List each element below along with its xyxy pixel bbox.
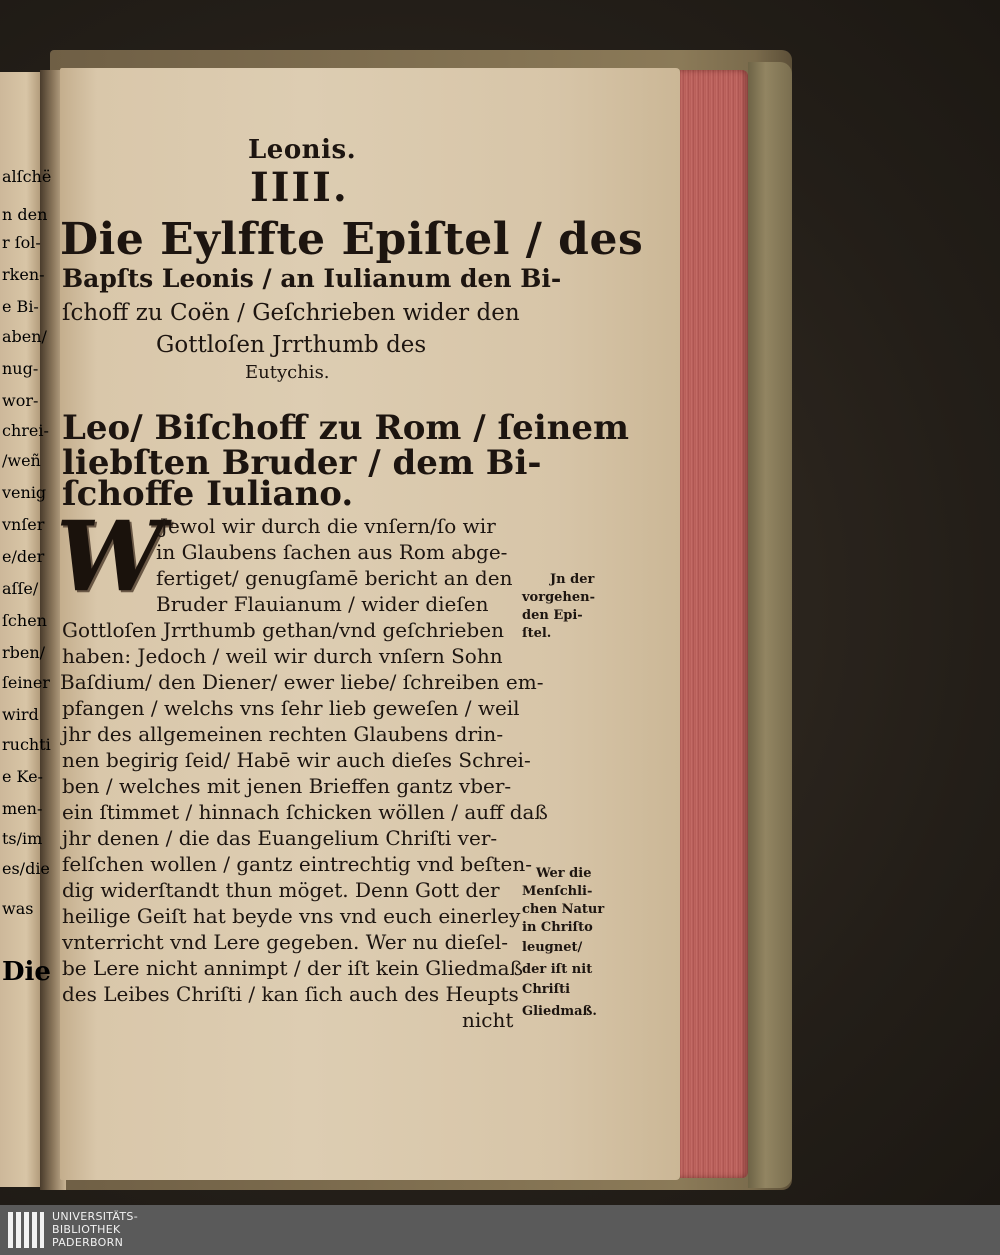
left-page-fragment-line: e Ke- (2, 767, 43, 786)
margin-note-line: Wer die (536, 866, 592, 881)
left-page-fragment-line: aben/ (2, 327, 47, 346)
left-page-fragment-line: wor- (2, 391, 39, 410)
chapter-number: IIII. (250, 164, 349, 211)
body-line: vnterricht vnd Lere gegeben. Wer nu dieſel- (62, 930, 508, 954)
left-page-fragment-line: vnſer (2, 515, 45, 534)
epistle-title-line: Bapſts Leonis / an Iulianum den Bi- (62, 264, 562, 293)
library-logo-text (52, 1210, 138, 1249)
margin-note-line: ſtel. (522, 626, 552, 641)
margin-note-line: Menſchli- (522, 884, 593, 899)
running-head: Leonis. (248, 135, 357, 165)
body-line: fertiget/ genugſamē bericht an den (156, 566, 513, 590)
left-page-fragment-line: n den (2, 205, 48, 224)
epistle-title-line: Die Eylffte Epiſtel / des (60, 214, 644, 265)
body-line: pfangen / welchs vns ſehr lieb geweſen / weil (62, 696, 520, 720)
left-page-fragment-line: venig (2, 483, 47, 502)
left-page-fragment-line: ruchti (2, 735, 51, 754)
epistle-title-line: Eutychis. (245, 362, 330, 383)
salutation-line: liebſten Bruder / dem Bi- (62, 443, 542, 483)
body-line: be Lere nicht annimpt / der iſt kein Gliedmaß (62, 956, 523, 980)
body-line: Gottloſen Jrrthumb gethan/vnd geſchrieben (62, 618, 504, 642)
red-page-edges (680, 70, 748, 1178)
left-page-fragment-line: rben/ (2, 643, 46, 662)
epistle-title-line: ſchoff zu Coën / Geſchrieben wider den (62, 300, 520, 326)
body-line: des Leibes Chriſti / kan ſich auch des Heupts (62, 982, 519, 1006)
left-page-fragment-line: e/der (2, 547, 45, 566)
body-line: dig widerſtandt thun möget. Denn Gott der (62, 878, 500, 902)
library-logo-icon (6, 1209, 46, 1251)
left-page-fragment-line: was (2, 899, 34, 918)
body-line: Baſdium/ den Diener/ ewer liebe/ ſchreiben em- (60, 670, 544, 694)
left-page-fragment-line: /weñ (2, 451, 41, 470)
epistle-title-line: Gottloſen Jrrthumb des (156, 332, 427, 358)
body-line: jhr des allgemeinen rechten Glaubens drin- (62, 722, 504, 746)
left-page-fragment-line: aſſe/ (2, 579, 39, 598)
left-page-fragment-line: rken- (2, 265, 45, 284)
body-line: in Glaubens ſachen aus Rom abge- (156, 540, 508, 564)
logo-line: PADERBORN (52, 1236, 124, 1249)
left-page-fragment-line: alſchë (2, 167, 52, 186)
salutation-line: ſchoffe Iuliano. (62, 474, 354, 514)
library-footer (0, 1205, 1000, 1255)
body-line: Bruder Flauianum / wider dieſen (156, 592, 489, 616)
left-page-fragment-line: men- (2, 799, 43, 818)
margin-note-line: in Chriſto (522, 920, 593, 935)
left-page-fragment-line: ſchen (2, 611, 47, 630)
left-page-fragment-line: es/die (2, 859, 50, 878)
left-page-fragment-line: chrei- (2, 421, 49, 440)
left-page-fragment-line: nug- (2, 359, 39, 378)
margin-note-line: chen Natur (522, 902, 605, 917)
body-line: haben: Jedoch / weil wir durch vnſern Sohn (62, 644, 503, 668)
logo-line: UNIVERSITÄTS- (52, 1210, 138, 1223)
body-line: ben / welches mit jenen Brieffen gantz vber- (62, 774, 512, 798)
salutation-line: Leo/ Biſchoff zu Rom / ſeinem (62, 408, 629, 448)
left-page-fragment-line: wird (2, 705, 39, 724)
margin-note-line: Chriſti (522, 982, 571, 997)
body-line: heilige Geiſt hat beyde vns vnd euch einerley (62, 904, 521, 928)
body-line: Jewol wir durch die vnſern/ſo wir (160, 514, 496, 538)
body-line: felſchen wollen / gantz eintrechtig vnd beſten- (62, 852, 532, 876)
decorated-initial: W (56, 500, 164, 613)
margin-note-line: der iſt nit (522, 962, 593, 977)
left-page-fragment-line: e Bi- (2, 297, 39, 316)
left-page-fragment-line: ſeiner (2, 673, 50, 692)
left-page-fragment-line: Die (2, 957, 51, 987)
book-cover-edge (748, 62, 792, 1188)
body-line: nen begirig ſeid/ Habē wir auch dieſes Schrei- (62, 748, 531, 772)
left-page-fragment-line: r ſol- (2, 233, 41, 252)
body-line: ein ſtimmet / hinnach ſchicken wöllen / auff daß (62, 800, 548, 824)
left-page-fragment-line: ts/im (2, 829, 43, 848)
body-line: jhr denen / die das Euangelium Chriſti ver- (62, 826, 498, 850)
logo-line: BIBLIOTHEK (52, 1223, 121, 1236)
margin-note-line: leugnet/ (522, 940, 583, 955)
margin-note-line: vorgehen- (522, 590, 596, 605)
body-line: nicht (462, 1008, 514, 1032)
margin-note-line: Gliedmaß. (522, 1004, 597, 1019)
margin-note-line: Jn der (550, 572, 595, 587)
margin-note-line: den Epi- (522, 608, 583, 623)
